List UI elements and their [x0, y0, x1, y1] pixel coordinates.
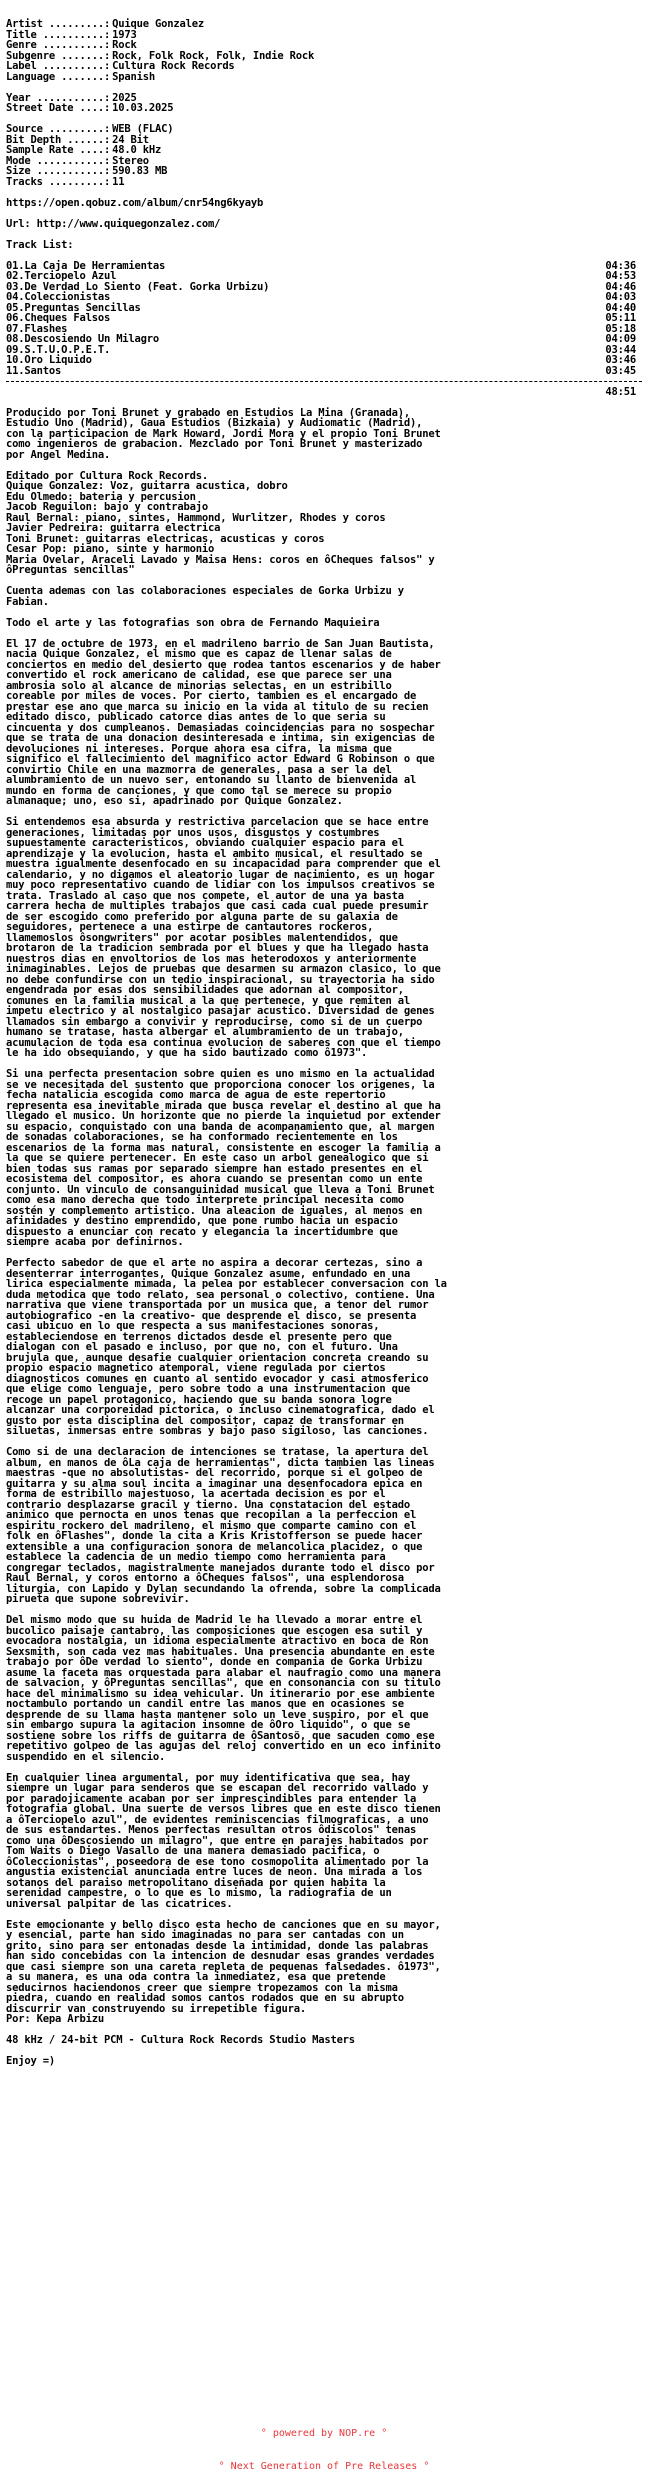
review-line: por paradojicamente acaban por ser imprescindibles para entender la: [6, 1792, 417, 1805]
total-time: 48:51: [605, 385, 636, 398]
tech-info-key: Size ...........:: [6, 165, 111, 177]
review-line: inimaginables. Lejos de pruebas que desarmen su armazon clasico, lo que: [6, 963, 441, 975]
review-line: Perfecto sabedor de que el arte no aspira a decorar certezas, sino a: [6, 1257, 423, 1269]
review-line: han sido concebidas con la intencion de desnudar esas grandes verdades: [6, 1950, 435, 1962]
tech-info-key: Tracks .........:: [6, 175, 111, 188]
tech-info-key: Mode ...........:: [6, 154, 111, 167]
review-line: gusto por esta disciplina del compositor, capaz de transformar en: [6, 1414, 404, 1427]
review-line: Si entendemos esa absurda y restrictiva parcelacion que se hace entre: [6, 816, 429, 828]
review-line: de ser escogido como preferido por alguna parte de su galaxia de: [6, 910, 398, 923]
review-line: universal palpitar de las cicatrices.: [6, 1897, 233, 1910]
album-info-value: Spanish: [112, 70, 155, 83]
review-line: sin embargo supura la agitacion insomne de ôOro liquido", o que se: [6, 1719, 411, 1731]
review-line: escenarios de la forma mas natural, consistente en escoger la familia a: [6, 1141, 441, 1154]
review-line: dialogan con el pasado e incluso, por que no, con el futuro. Una: [6, 1341, 398, 1353]
blank-line: [6, 460, 642, 471]
personnel-line: ôPreguntas sencillas": [6, 564, 135, 576]
review-line: de sus estandartes. Menos perfectas resultan otros ôdiscolos" tenas: [6, 1824, 417, 1836]
review-line: y esencial, parte han sido imaginadas no para ser cantadas con un: [6, 1929, 404, 1941]
review-line: contrario desplazarse gracil y tierno. Una constatacion del estado: [6, 1498, 411, 1511]
review-line: muestra igualmente desenfocado en su incapacidad para comprender que el: [6, 858, 441, 870]
blank-line: [6, 628, 642, 639]
personnel-line: Jacob Reguilon: bajo y contrabajo: [6, 501, 209, 513]
review-line: alumbramiento de un nuevo ser, entonando su llanto de bienvenida al: [6, 774, 417, 786]
track-duration: 04:40: [605, 301, 636, 314]
review-line: Este emocionante y bello disco esta hecho de canciones que en su mayor,: [6, 1918, 441, 1931]
blank-line: [6, 1762, 642, 1773]
personnel-line: Javier Pedreira: guitarra electrica: [6, 522, 221, 534]
track-row: [6, 366, 642, 377]
album-info-key: Artist .........:: [6, 18, 111, 30]
personnel-line: Cesar Pop: piano, sinte y harmonio: [6, 543, 215, 555]
review-line: repetitivo golpeo de las agujas del reloj convertido en un eco infinito: [6, 1740, 441, 1752]
review-line: almanaque; uno, eso si, apadrinado por Quique Gonzalez.: [6, 795, 343, 807]
tech-info-value: 48.0 kHz: [112, 144, 162, 156]
credits-line: por Angel Medina.: [6, 448, 111, 461]
review-line: afinidades y destino emprendido, que pone rumbo hacia un espacio: [6, 1215, 398, 1227]
review-line: El 17 de octubre de 1973, en el madrileno barrio de San Juan Bautista,: [6, 637, 435, 650]
review-line: acumulacion de toda esa continua evolucion de saberes con que el tiempo: [6, 1036, 441, 1049]
tech-info-value: 11: [112, 175, 125, 188]
track-row: [6, 355, 642, 366]
review-line: convirtio Chile en una mazmorra de generales, pasa a ser la del: [6, 763, 392, 776]
tech-info-row: [6, 177, 642, 188]
track-title: 03.De Verdad Lo Siento (Feat. Gorka Urbizu): [6, 280, 270, 293]
release-info-row: [6, 103, 642, 114]
credits-line: como ingenieros de grabacion. Mezclado por Toni Brunet y masterizado: [6, 438, 423, 450]
tracklist-label: Track List:: [6, 238, 74, 251]
review-line: nacia Quique Gonzalez, el mismo que es capaz de llenar salas de: [6, 648, 392, 660]
review-line: grito, sino para ser entonadas desde la intimidad, donde las palabras: [6, 1939, 429, 1952]
review-line: impetu electrico y al nostalgico pasajar acustico. Diversidad de genes: [6, 1005, 435, 1017]
review-line: devoluciones ni intereses. Porque ahora esa cifra, la misma que: [6, 742, 392, 755]
tech-info-row: [6, 166, 642, 177]
review-line: siempre un lugar para senderos que se escapan del recorrido vallado y: [6, 1782, 429, 1794]
review-line: evocadora nostalgia, un idioma especialmente atractivo en boca de Ron: [6, 1635, 429, 1647]
review-line: propio espacio magnetico atemporal, viene regulada por ciertos: [6, 1362, 386, 1374]
credits-line: con la participacion de Mark Howard, Jordi Mora y el propio Toni Brunet: [6, 427, 441, 440]
review-line: llamados sin embargo a convivir y reproducirse, como si de un cuerpo: [6, 1015, 423, 1028]
review-line: diagnosticos comunes en cuanto al sentido evocador y casi atmosferico: [6, 1372, 429, 1385]
release-info-key: Year ...........:: [6, 91, 111, 104]
tech-info-row: [6, 145, 642, 156]
tech-info-key: Bit Depth ......:: [6, 133, 111, 146]
blank-line: [6, 187, 642, 198]
credits-line: Producido por Toni Brunet y grabado en Estudios La Mina (Granada),: [6, 406, 411, 419]
track-duration: 03:45: [605, 364, 636, 377]
review-line: cincuenta y dos cumpleanos. Demasiadas coincidencias para no sospechar: [6, 721, 435, 734]
review-line: maestras -que no absolutistas- del recorrido, porque si el golpeo de: [6, 1467, 423, 1479]
review-line: trabajo por ôDe verdad lo siento", donde en compania de Gorka Urbizu: [6, 1656, 423, 1668]
review-line: le ha ido obsequiando, y que ha sido bautizado como ô1973".: [6, 1047, 368, 1059]
review-line: no debe confundirse con un tedio inspiracional, su trayectoria ha sido: [6, 973, 435, 986]
tech-info-value: Stereo: [112, 154, 149, 167]
review-line: de sonadas colaboraciones, se ha conformado recientemente en los: [6, 1131, 398, 1143]
review-line: casi ubicuo en lo que respecta a sus manifestaciones sonoras,: [6, 1320, 380, 1332]
footer-tagline: ° Next Generation of Pre Releases °: [218, 2461, 430, 2472]
review-line: que se trata de una donacion desinteresada e intima, sin exigencias de: [6, 732, 435, 744]
review-line: mundo en forma de canciones, y que como tal se merece su propio: [6, 784, 392, 797]
quality-line: 48 kHz / 24-bit PCM - Cultura Rock Records Studio Masters: [6, 2034, 355, 2046]
review-line: de salvacion, y ôPreguntas sencillas", que en consonancia con su titulo: [6, 1677, 441, 1689]
review-line: En cualquier linea argumental, por muy identificativa que sea, hay: [6, 1771, 411, 1784]
review-line: recoge un papel protagonico, haciendo que su banda sonora logre: [6, 1393, 392, 1406]
blank-line: [6, 229, 642, 240]
album-info-row: [6, 72, 642, 83]
review-line: Raul Bernal, y coros entorno a ôCheques falsos", una esplendorosa: [6, 1572, 404, 1584]
tech-info-key: Sample Rate ....:: [6, 144, 111, 156]
review-line: autobiografico -en la creativo- que desprende el disco, se presenta: [6, 1309, 417, 1322]
album-info-row: [6, 61, 642, 72]
track-duration: 04:36: [605, 259, 636, 272]
review-line: liturgia, con Lapido y Dylan secundando la ofrenda, sobre la complicada: [6, 1582, 441, 1595]
track-duration: 05:18: [605, 322, 636, 335]
blank-line: [6, 2046, 642, 2057]
review-line: su espacio, conquistado con una banda de acompanamiento que, al margen: [6, 1120, 435, 1133]
review-line: bucolico paisaje cantabro, las composiciones que escogen esa sutil y: [6, 1624, 423, 1637]
review-line: dispuesto a enunciar con recato y elegancia la incertidumbre que: [6, 1225, 398, 1238]
track-duration: 05:11: [605, 312, 636, 324]
review-line: congregar teclados, magistralmente manejados durante todo el disco por: [6, 1561, 435, 1574]
blank-line: [6, 607, 642, 618]
tech-info-row: [6, 124, 642, 135]
review-line: llamemoslos ôsongwriters" por acotar posibles malentendidos, que: [6, 931, 398, 944]
personnel-line: Maria Ovelar, Araceli Lavado y Maisa Hens: coros en ôCheques falsos" y: [6, 553, 435, 566]
credits-line: Todo el arte y las fotografias son obra de Fernando Maquieira: [6, 616, 380, 629]
release-info-value: 10.03.2025: [112, 102, 174, 114]
powered-by-footer: [0, 2406, 648, 2483]
blank-line: [6, 82, 642, 93]
review-line: noctambulo portando un candil entre las manos que en ocasiones se: [6, 1698, 404, 1710]
personnel-line: Raul Bernal: piano, sintes, Hammond, Wurlitzer, Rhodes y coros: [6, 511, 386, 524]
track-duration: 04:09: [605, 333, 636, 345]
review-line: conciertos en medio del desierto que rodea tantos escenarios y de haber: [6, 658, 441, 671]
review-line: lirica especialmente mimada, la pelea por establecer conversacion con la: [6, 1278, 447, 1290]
separator-line: [6, 376, 642, 387]
album-info-value: Rock, Folk Rock, Folk, Indie Rock: [112, 49, 315, 62]
track-title: 04.Coleccionistas: [6, 291, 111, 303]
review-line: ôColeccionistas", poseedora de ese tono cosmopolita alimentado por la: [6, 1855, 429, 1868]
track-row: [6, 313, 642, 324]
review-line: ambrosia solo al alcance de minorias selectas, en un estribillo: [6, 679, 392, 692]
credits-line: Fabian.: [6, 595, 49, 608]
review-line: estableciendose en terrenos dictados desde el presente pero que: [6, 1330, 392, 1343]
review-line: narrativa que viene transportada por un musica que, a tenor del rumor: [6, 1299, 429, 1311]
review-line: Como si de una declaracion de intenciones se tratase, la apertura del: [6, 1446, 429, 1458]
track-title: 05.Preguntas Sencillas: [6, 301, 141, 314]
review-line: supuestamente caracteristicos, obviando cualquier espacio para el: [6, 837, 404, 849]
artist-url: Url: http://www.quiquegonzalez.com/: [6, 217, 221, 230]
review-line: suspendido en el silencio.: [6, 1750, 166, 1763]
review-line: Tom Waits o Diego Vasallo de una manera demasiado pacifica, o: [6, 1845, 380, 1857]
review-line: Por: Kepa Arbizu: [6, 2013, 104, 2025]
review-line: trata. Traslado al caso que nos compete, el autor de una ya basta: [6, 889, 404, 902]
album-info-key: Genre ..........:: [6, 39, 111, 51]
review-line: Sexsmith, son cada vez mas habituales. Una presencia abundante en este: [6, 1645, 435, 1658]
track-duration: 04:53: [605, 270, 636, 282]
review-line: folk en ôFlashes", donde la cita a Kris Kristofferson se puede hacer: [6, 1530, 423, 1542]
review-line: angustia existencial anunciada entre luces de neon. Una mirada a los: [6, 1866, 423, 1878]
personnel-line: Editado por Cultura Rock Records.: [6, 469, 209, 482]
review-line: duda metodica que todo relato, sea personal o colectivo, contiene. Una: [6, 1288, 435, 1301]
review-line: aprendizaje y la evolucion, hasta el ambito musical, el resultado se: [6, 847, 423, 860]
footer-powered-by: ° powered by NOP.re °: [260, 2428, 388, 2439]
review-line: sostiene sobre los riffs de guitarra de ôSantosö, que sacuden como ese: [6, 1729, 435, 1742]
review-line: Del mismo modo que su huida de Madrid le ha llevado a morar entre el: [6, 1614, 423, 1626]
track-title: 01.La Caja De Herramientas: [6, 259, 166, 272]
review-line: siempre acaba por definirnos.: [6, 1236, 184, 1248]
track-title: 11.Santos: [6, 364, 62, 377]
review-line: alcanzar una corporeidad pictorica, o incluso cinematografica, dado el: [6, 1404, 435, 1416]
review-line: asume la faceta mas orquestada para alabar el naufragio como una manera: [6, 1666, 441, 1679]
review-line: carrera hecha de multiples trabajos que casi cada cual puede presumir: [6, 900, 429, 912]
review-line: generaciones, limitadas por unos usos, disgustos y costumbres: [6, 826, 380, 839]
review-line: bien todas sus ramas por separado siempre han estado presentes en el: [6, 1162, 423, 1175]
blank-line: [6, 208, 642, 219]
track-duration: 04:46: [605, 280, 636, 293]
review-line: humano se tratase, hasta albergar el alumbramiento de un trabajo,: [6, 1026, 404, 1038]
personnel-line: Edu Olmedo: bateria y percusion: [6, 490, 196, 503]
tech-info-value: 590.83 MB: [112, 165, 168, 177]
review-line: calendario, y no digamos el aleatorio lugar de nacimiento, es un hogar: [6, 868, 435, 881]
review-line: engendrada por esas dos sensibilidades que adornan al compositor,: [6, 984, 404, 996]
album-info-key: Title ..........:: [6, 28, 111, 41]
review-line: seguidores, pertenece a una estirpe de cantautores rockeros,: [6, 921, 374, 933]
review-line: a su manera, es una oda contra la inmediatez, esa que pretende: [6, 1971, 386, 1983]
blank-line: [6, 397, 642, 408]
track-title: 08.Descosiendo Un Milagro: [6, 333, 160, 345]
review-line: album, en manos de ôLa caja de herramientas", dicta tambien las lineas: [6, 1456, 435, 1469]
credits-line: Cuenta ademas con las colaboraciones especiales de Gorka Urbizu y: [6, 585, 404, 597]
review-line: se ve necesitada del sustento que proporciona conocer los origenes, la: [6, 1078, 435, 1091]
review-line: representa esa inevitable mirada que busca revelar el destino al que ha: [6, 1099, 441, 1112]
review-line: forma de estribillo majestuoso, la acertada decision es por el: [6, 1488, 386, 1500]
review-line: muy poco representativo cuando de lidiar con los impulsos creativos se: [6, 879, 435, 891]
review-line: conjunto. Un vinculo de consanguinidad musical que lleva a Toni Brunet: [6, 1183, 435, 1196]
tech-info-value: WEB (FLAC): [112, 123, 174, 135]
track-duration: 03:46: [605, 354, 636, 366]
review-line: establece la cadencia de un medio tiempo como herramienta para: [6, 1551, 386, 1563]
album-info-value: Quique Gonzalez: [112, 18, 204, 30]
review-line: ecosistema del compositor, es ahora cuando se presentan como un ente: [6, 1173, 423, 1185]
review-line: convertido el rock americano de calidad, ese que parece ser una: [6, 669, 392, 681]
review-line: piedra, cuando en realidad somos cantos rodados que en su abrupto: [6, 1992, 404, 2004]
track-title: 10.Oro Liquido: [6, 354, 92, 366]
review-line: desprende de su llama hasta mantener solo un leve suspiro, por el que: [6, 1708, 429, 1721]
review-line: brujula que, aunque desafie cualquier orientacion concreta creando su: [6, 1351, 429, 1364]
review-line: serenidad campestre, o lo que es lo mismo, la radiografia de un: [6, 1887, 392, 1899]
credits-line: Estudio Uno (Madrid), Gaua Estudios (Bizkaia) y Audiomatic (Madrid),: [6, 417, 423, 429]
review-line: espiritu rockero del madrileno, el mismo que comparte camino con el: [6, 1519, 417, 1532]
review-line: comunes en la familia musical a la que pertenece, y que remiten al: [6, 994, 411, 1007]
review-line: prestar ese ano que marca su inicio en la vida al titulo de su recien: [6, 700, 429, 713]
album-info-key: Language .......:: [6, 70, 111, 83]
review-line: brotaron de la tradicion sembrada por el blues y que ha llegado hasta: [6, 942, 429, 954]
track-title: 06.Cheques Falsos: [6, 312, 111, 324]
album-info-value: Cultura Rock Records: [112, 60, 235, 72]
album-info-key: Subgenre .......:: [6, 49, 111, 62]
album-info-key: Label ..........:: [6, 60, 111, 72]
review-line: pirueta que supone sobrevivir.: [6, 1593, 190, 1605]
review-line: sotanos del paraiso metropolitano diseñada por quien habita la: [6, 1876, 386, 1889]
track-title: 02.Terciopelo Azul: [6, 270, 117, 282]
review-line: hace del minimalismo su idea vehicular. Un itinerario por ese ambiente: [6, 1687, 435, 1700]
review-line: desenterrar interrogantes, Quique Gonzalez asume, enfundado en una: [6, 1267, 411, 1280]
release-info-key: Street Date ....:: [6, 102, 111, 114]
review-line: Si una perfecta presentacion sobre quien es uno mismo en la actualidad: [6, 1068, 435, 1080]
enjoy-line: Enjoy =): [6, 2055, 55, 2067]
album-info-row: [6, 19, 642, 30]
review-line: la que se quiere pertenecer. En este caso un arbol genealogico que si: [6, 1152, 429, 1164]
blank-line: [6, 1909, 642, 1920]
release-info-value: 2025: [112, 91, 137, 104]
track-duration: 04:03: [605, 291, 636, 303]
track-title: 09.S.T.U.O.P.E.T.: [6, 343, 111, 356]
review-line: fecha natalicia escogida como marca de agua de este repertorio: [6, 1089, 386, 1101]
review-line: discurrir van construyendo su irrepetible figura.: [6, 2002, 306, 2015]
review-line: significo el fallecimiento del magnifico actor Edward G Robinson o que: [6, 753, 435, 765]
review-line: extensible a una configuracion sonora de melancolica placidez, o que: [6, 1540, 423, 1553]
tech-info-value: 24 Bit: [112, 133, 149, 146]
qobuz-url: https://open.qobuz.com/album/cnr54ng6kyayb: [6, 196, 264, 209]
track-title: 07.Flashes: [6, 322, 68, 335]
review-line: seducirnos haciendonos creer que siempre tropezamos con la misma: [6, 1981, 398, 1994]
review-line: animico que pernocta en unos tenas que recopilan a la perfeccion el: [6, 1509, 417, 1521]
review-line: coreable por miles de voces. Por cierto, tambien es el encargado de: [6, 690, 417, 702]
personnel-line: Toni Brunet: guitarras electricas, acusticas y coros: [6, 532, 325, 545]
tech-info-key: Source .........:: [6, 123, 111, 135]
track-duration: 03:44: [605, 343, 636, 356]
review-line: que casi siempre son una careta repleta de pequenas falsedades. ô1973",: [6, 1960, 441, 1973]
album-info-value: 1973: [112, 28, 137, 41]
review-line: a ôTerciopelo azul", de evidentes reminiscencias filmograficas, a uno: [6, 1813, 429, 1826]
review-line: sostén y complemento artistico. Una aleacion de iguales, al menos en: [6, 1204, 423, 1217]
review-line: nuestros dias en envoltorios de los mas heterodoxos y anteriormente: [6, 952, 417, 965]
personnel-line: Quique Gonzalez: Voz, guitarra acustica, dobro: [6, 480, 288, 492]
review-line: llegado el musico. Un horizonte que no pierde la inquietud por extender: [6, 1110, 441, 1122]
review-line: guitarra y su alma soul incita a imaginar una desenfocadora epica en: [6, 1477, 423, 1490]
review-line: siluetas, inmersas entre sombras y bajo paso sigiloso, las canciones.: [6, 1425, 429, 1437]
review-line: editado disco, publicado catorce dias antes de lo que seria su: [6, 711, 386, 723]
album-info-row: [6, 40, 642, 51]
review-line: fotografia global. Una suerte de versos libres que en este disco tienen: [6, 1803, 441, 1815]
album-info-value: Rock: [112, 39, 137, 51]
track-row: [6, 345, 642, 356]
review-line: como una ôDescosiendo un milagro", que entre en parajes habitados por: [6, 1834, 429, 1847]
review-line: que elige como lenguaje, pero sobre todo a una instrumentacion que: [6, 1383, 411, 1395]
review-line: como esa mano derecha que todo interprete principal necesita como: [6, 1194, 404, 1206]
